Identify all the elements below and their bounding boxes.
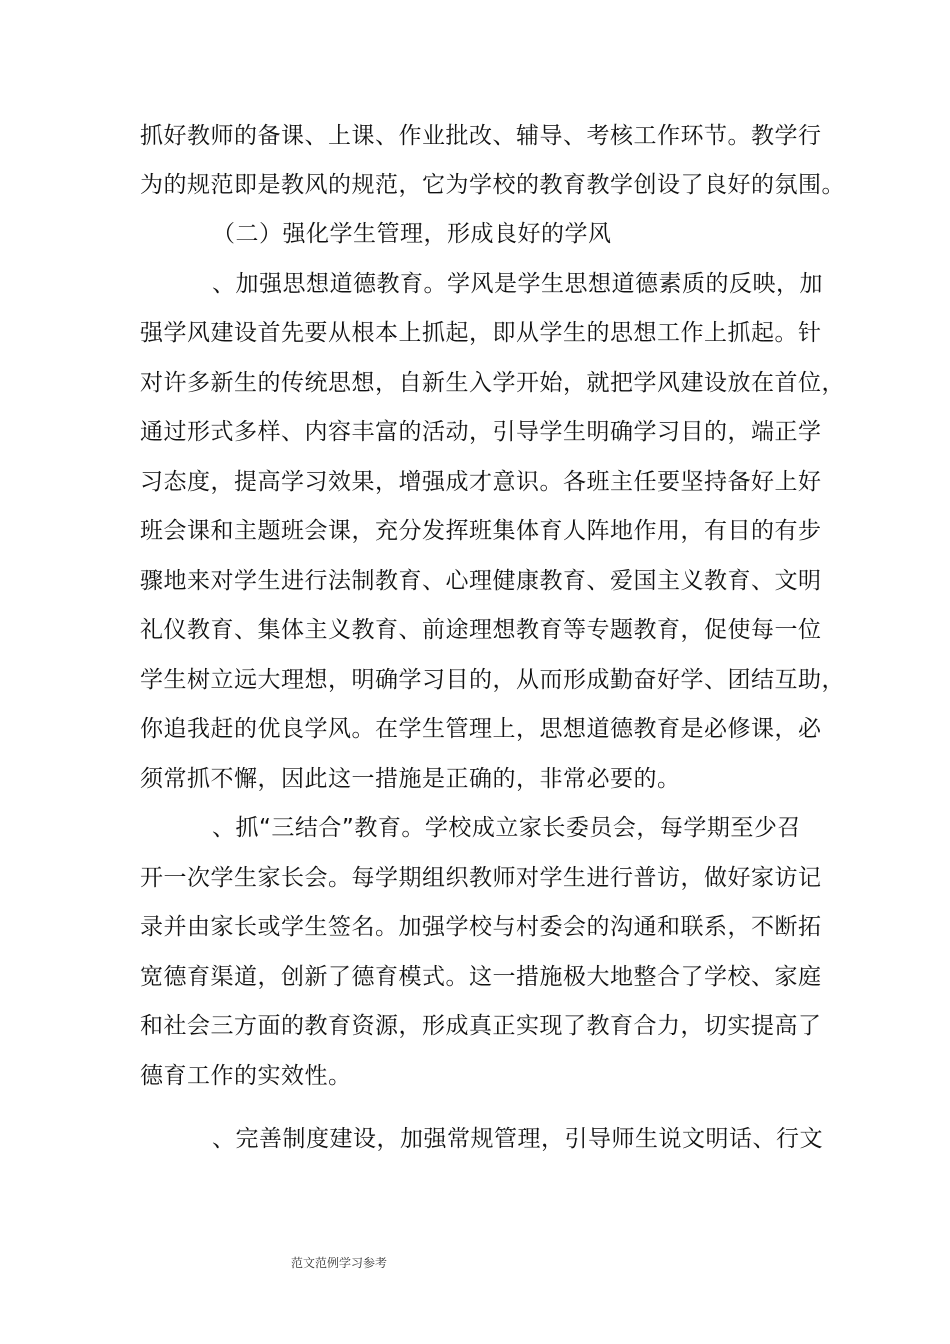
body-line: 对许多新生的传统思想，自新生入学开始，就把学风建设放在首位， xyxy=(140,370,845,396)
body-line: 通过形式多样、内容丰富的活动，引导学生明确学习目的，端正学 xyxy=(140,419,822,445)
body-line: 德育工作的实效性。 xyxy=(140,1063,352,1089)
body-line: 须常抓不懈，因此这一措施是正确的，非常必要的。 xyxy=(140,766,681,792)
page-footer: 范文范例学习参考 xyxy=(291,1256,388,1270)
body-line: 开一次学生家长会。每学期组织教师对学生进行普访，做好家访记 xyxy=(140,865,822,891)
body-line: 和社会三方面的教育资源，形成真正实现了教育合力，切实提高了 xyxy=(140,1013,822,1039)
body-line: 抓好教师的备课、上课、作业批改、辅导、考核工作环节。教学行 xyxy=(140,123,822,149)
body-line: 班会课和主题班会课，充分发挥班集体育人阵地作用，有目的有步 xyxy=(140,518,822,544)
body-line: 宽德育渠道，创新了德育模式。这一措施极大地整合了学校、家庭 xyxy=(140,964,822,990)
body-line: 学生树立远大理想，明确学习目的，从而形成勤奋好学、团结互助， xyxy=(140,667,845,693)
body-line: 、抓“三结合”教育。学校成立家长委员会，每学期至少召 xyxy=(212,815,801,841)
body-line: 礼仪教育、集体主义教育、前途理想教育等专题教育，促使每一位 xyxy=(140,617,822,643)
body-line: 强学风建设首先要从根本上抓起，即从学生的思想工作上抓起。针 xyxy=(140,320,822,346)
section-heading: （二）强化学生管理，形成良好的学风 xyxy=(212,221,612,247)
body-line: 为的规范即是教风的规范，它为学校的教育教学创设了良好的氛围。 xyxy=(140,172,845,198)
body-line: 习态度，提高学习效果，增强成才意识。各班主任要坚持备好上好 xyxy=(140,469,822,495)
body-line: 、完善制度建设，加强常规管理，引导师生说文明话、行文 xyxy=(212,1126,823,1152)
body-line: 骤地来对学生进行法制教育、心理健康教育、爱国主义教育、文明 xyxy=(140,568,822,594)
body-line: 、加强思想道德教育。学风是学生思想道德素质的反映，加 xyxy=(212,271,823,297)
body-line: 录并由家长或学生签名。加强学校与村委会的沟通和联系，不断拓 xyxy=(140,914,822,940)
body-line: 你追我赶的优良学风。在学生管理上，思想道德教育是必修课，必 xyxy=(140,716,822,742)
